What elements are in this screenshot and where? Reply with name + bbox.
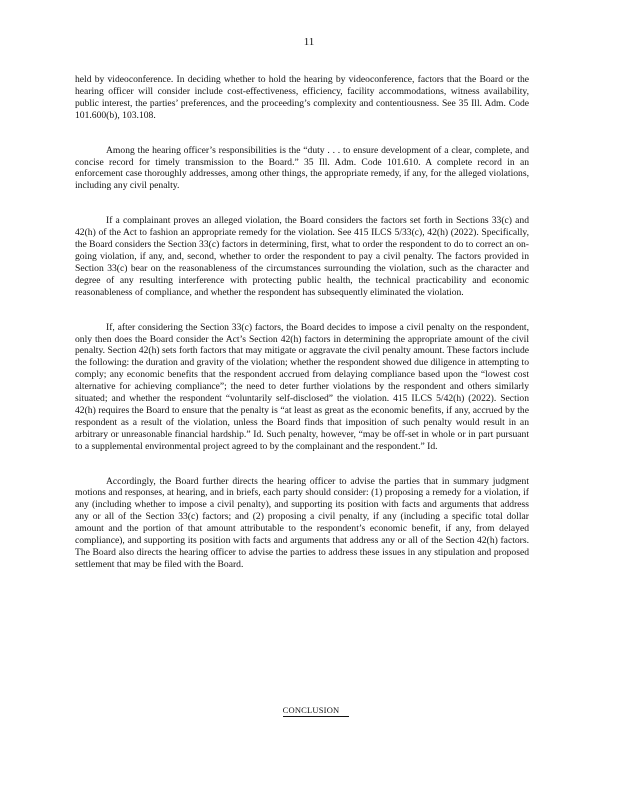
body-text	[75, 74, 529, 594]
paragraph-hearing-officer-duties: Among the hearing officer’s responsibilities is the “duty . . . to ensure development of a clear, complete, and concise record for timely transmission to the Board.” 35 Ill. Adm. Code 101.610. A complete record in an enforcement case thoroughly addresses, among other things, the appropriate remedy, if any, for the alleged violations, including any civil penalty.	[75, 144, 529, 192]
paragraph-section-42h-factors: If, after considering the Section 33(c) factors, the Board decides to impose a civil penalty on the respondent, only then does the Board consider the Act’s Section 42(h) factors in determining the appropriate amount of the civil penalty. Section 42(h) sets forth factors that may mitigate or aggravate the civil penalty amount. These factors include the following: the duration and gravity of the violation; whether the respondent showed due diligence in attempting to comply; any economic benefits that the respondent accrued from delaying compliance based upon the “lowest cost alternative for achieving compliance”; the need to deter further violations by the respondent and others similarly situated; and whether the respondent “voluntarily self-disclosed” the violation. 415 ILCS 5/42(h) (2022). Section 42(h) requires the Board to ensure that the penalty is “at least as great as the economic benefits, if any, accrued by the respondent as a result of the violation, unless the Board finds that imposition of such penalty would result in an arbitrary or unreasonable financial hardship.” Id. Such penalty, however, “may be off-set in whole or in part pursuant to a supplemental environmental project agreed to by the complainant and the respondent.” Id.	[75, 321, 529, 452]
conclusion-heading-wrap	[0, 700, 618, 718]
conclusion-heading: CONCLUSION	[283, 705, 350, 717]
paragraph-section-33c-factors: If a complainant proves an alleged violation, the Board considers the factors set forth in Sections 33(c) and 42(h) of the Act to fashion an appropriate remedy for the violation. See 415 ILCS 5/33(c), 42(h) (2022). Specifically, the Board considers the Section 33(c) factors in determining, first, what to order the respondent to do to correct an on-going violation, if any, and, second, whether to order the respondent to pay a civil penalty. The factors provided in Section 33(c) bear on the reasonableness of the circumstances surrounding the violation, such as the character and degree of any resulting interference with protecting public health, the technical practicability and economic reasonableness of compliance, and whether the respondent has subsequently eliminated the violation.	[75, 215, 529, 298]
paragraph-videoconference-factors: held by videoconference. In deciding whether to hold the hearing by videoconference, factors that the Board or the hearing officer will consider include cost-effectiveness, efficiency, facility accommodations, witness availability, public interest, the parties’ preferences, and the proceeding’s complexity and contentiousness. See 35 Ill. Adm. Code 101.600(b), 103.108.	[75, 74, 529, 121]
paragraph-parties-directions: Accordingly, the Board further directs the hearing officer to advise the parties that in summary judgment motions and responses, at hearing, and in briefs, each party should consider: (1) proposing a remedy for a violation, if any (including whether to impose a civil penalty), and supporting its position with facts and arguments that address any or all of the Section 33(c) factors; and (2) proposing a civil penalty, if any (including a specific total dollar amount and the portion of that amount attributable to the respondent’s economic benefit, if any, from delayed compliance), and supporting its position with facts and arguments that address any or all of the Section 42(h) factors. The Board also directs the hearing officer to advise the parties to address these issues in any stipulation and proposed settlement that may be filed with the Board.	[75, 475, 529, 570]
page-number: 11	[303, 36, 315, 48]
